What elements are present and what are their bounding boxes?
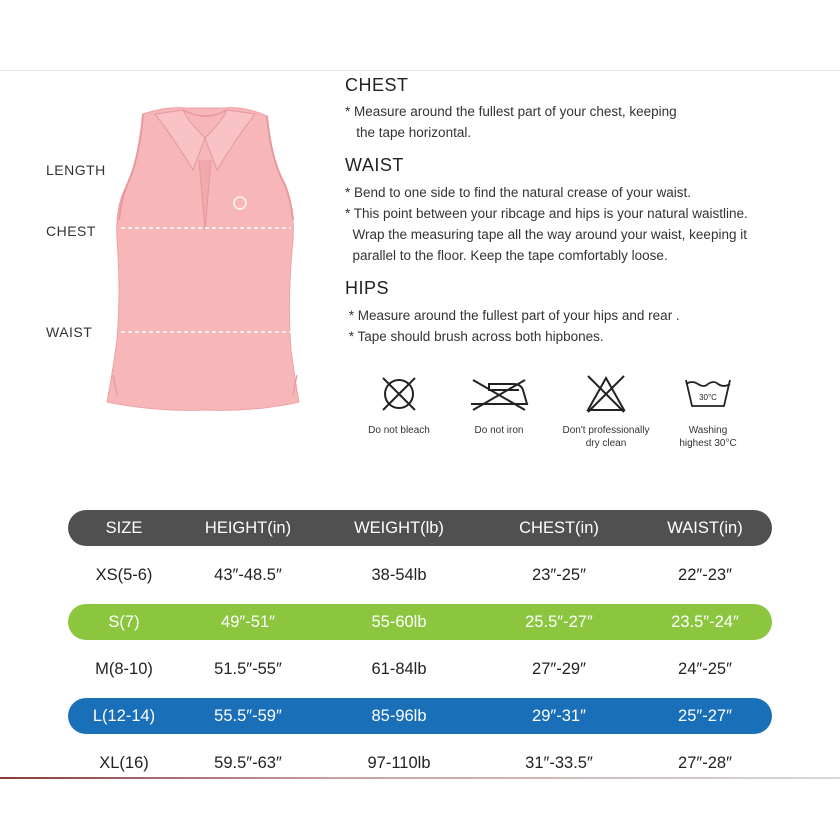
top-divider bbox=[0, 70, 840, 71]
cell-height: 51.5″-55″ bbox=[214, 659, 282, 678]
instruction-line: parallel to the floor. Keep the tape comfortably loose. bbox=[345, 248, 668, 263]
instruction-line: the tape horizontal. bbox=[345, 125, 472, 140]
header-chest: CHEST(in) bbox=[519, 518, 599, 537]
cell-waist: 27″-28″ bbox=[678, 753, 732, 772]
chest-label: CHEST bbox=[46, 223, 96, 239]
cell-size: XS(5-6) bbox=[95, 565, 153, 584]
care-label: Don't professionally dry clean bbox=[562, 425, 650, 449]
do-not-iron-icon bbox=[467, 372, 531, 416]
cell-height: 43″-48.5″ bbox=[214, 565, 282, 584]
header-waist: WAIST(in) bbox=[667, 518, 743, 537]
wash-temp-text: 30°C bbox=[699, 393, 717, 402]
hips-section-title: HIPS bbox=[345, 278, 390, 298]
sleeveless-polo-shirt-image bbox=[95, 100, 315, 420]
chest-section-text bbox=[345, 101, 815, 143]
instruction-line: * Measure around the fullest part of your chest, keeping bbox=[345, 104, 677, 119]
table-row bbox=[68, 604, 772, 640]
cell-waist: 22″-23″ bbox=[678, 565, 732, 584]
cell-chest: 23″-25″ bbox=[532, 565, 586, 584]
care-do-not-iron bbox=[449, 372, 549, 437]
care-label: Do not bleach bbox=[368, 425, 430, 436]
care-washing-30c bbox=[658, 372, 758, 450]
instruction-line: * Tape should brush across both hipbones. bbox=[345, 329, 604, 344]
length-label: LENGTH bbox=[46, 162, 106, 178]
size-chart-table bbox=[68, 510, 772, 792]
cell-height: 49″-51″ bbox=[221, 612, 275, 631]
instruction-line: * This point between your ribcage and hips is your natural waistline. bbox=[345, 206, 748, 221]
waist-section-title: WAIST bbox=[345, 155, 404, 175]
table-header-row bbox=[68, 510, 772, 546]
cell-size: S(7) bbox=[108, 612, 140, 631]
care-do-not-bleach bbox=[349, 372, 449, 437]
cell-weight: 55-60lb bbox=[371, 612, 427, 631]
instruction-line: * Bend to one side to find the natural crease of your waist. bbox=[345, 185, 691, 200]
table-row bbox=[68, 651, 772, 687]
table-row bbox=[68, 745, 772, 781]
cell-size: XL(16) bbox=[99, 753, 149, 772]
header-height: HEIGHT(in) bbox=[204, 518, 292, 537]
care-label: Washing highest 30°C bbox=[679, 425, 737, 449]
do-not-bleach-icon bbox=[377, 372, 421, 416]
cell-weight: 38-54lb bbox=[371, 565, 427, 584]
instruction-line: Wrap the measuring tape all the way around your waist, keeping it bbox=[345, 227, 747, 242]
cell-chest: 31″-33.5″ bbox=[525, 753, 593, 772]
table-row bbox=[68, 698, 772, 734]
cell-waist: 23.5″-24″ bbox=[671, 612, 739, 631]
cell-weight: 85-96lb bbox=[371, 706, 427, 725]
cell-chest: 25.5″-27″ bbox=[525, 612, 593, 631]
header-size: SIZE bbox=[105, 518, 143, 537]
cell-chest: 29″-31″ bbox=[532, 706, 586, 725]
cell-height: 59.5″-63″ bbox=[214, 753, 282, 772]
chest-section-title: CHEST bbox=[345, 75, 409, 95]
waist-section-text bbox=[345, 182, 815, 266]
cell-height: 55.5″-59″ bbox=[214, 706, 282, 725]
cell-weight: 61-84lb bbox=[371, 659, 427, 678]
table-row bbox=[68, 557, 772, 593]
cell-size: L(12-14) bbox=[92, 706, 156, 725]
hips-section-text bbox=[345, 305, 815, 347]
cell-chest: 27″-29″ bbox=[532, 659, 586, 678]
do-not-dry-clean-icon bbox=[584, 372, 628, 416]
care-label: Do not iron bbox=[474, 425, 524, 436]
cell-waist: 25″-27″ bbox=[678, 706, 732, 725]
cell-weight: 97-110lb bbox=[367, 753, 431, 772]
bottom-divider bbox=[0, 777, 840, 779]
care-do-not-dry-clean bbox=[556, 372, 656, 450]
waist-label: WAIST bbox=[46, 324, 93, 340]
header-weight: WEIGHT(lb) bbox=[354, 518, 444, 537]
washing-30c-icon bbox=[682, 372, 734, 416]
instruction-line: * Measure around the fullest part of your hips and rear . bbox=[345, 308, 680, 323]
cell-waist: 24″-25″ bbox=[678, 659, 732, 678]
cell-size: M(8-10) bbox=[95, 659, 153, 678]
